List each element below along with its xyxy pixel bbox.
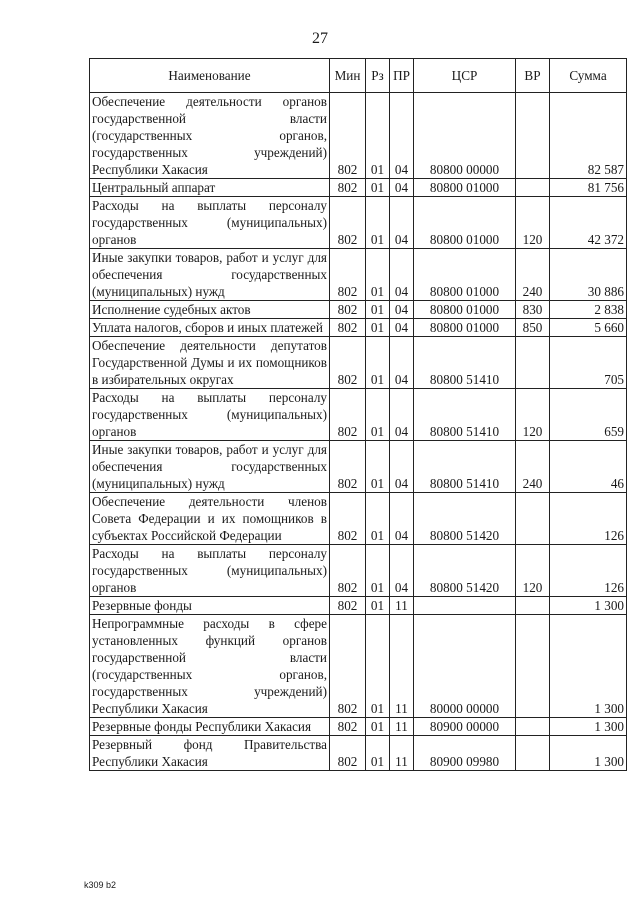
cell-rz: 01 <box>366 545 390 597</box>
table-row <box>90 337 627 389</box>
cell-sum: 5 660 <box>550 319 627 337</box>
cell-pr: 04 <box>390 441 414 493</box>
cell-min: 802 <box>330 197 366 249</box>
cell-vr <box>516 615 550 718</box>
cell-min: 802 <box>330 736 366 771</box>
cell-rz: 01 <box>366 197 390 249</box>
cell-name: Расходы на выплаты персоналу государственных (муниципальных) органов <box>90 197 330 249</box>
cell-rz: 01 <box>366 441 390 493</box>
cell-sum: 1 300 <box>550 615 627 718</box>
cell-min: 802 <box>330 319 366 337</box>
cell-pr: 04 <box>390 389 414 441</box>
cell-vr: 830 <box>516 301 550 319</box>
cell-min: 802 <box>330 93 366 179</box>
cell-min: 802 <box>330 179 366 197</box>
cell-name: Центральный аппарат <box>90 179 330 197</box>
header-rz: Рз <box>366 59 390 93</box>
table-row <box>90 615 627 718</box>
cell-sum: 82 587 <box>550 93 627 179</box>
cell-sum: 42 372 <box>550 197 627 249</box>
cell-csr: 80000 00000 <box>414 615 516 718</box>
table-row <box>90 197 627 249</box>
cell-min: 802 <box>330 249 366 301</box>
cell-csr: 80900 09980 <box>414 736 516 771</box>
cell-rz: 01 <box>366 718 390 736</box>
cell-sum: 1 300 <box>550 597 627 615</box>
cell-vr <box>516 597 550 615</box>
cell-sum: 126 <box>550 545 627 597</box>
cell-vr: 120 <box>516 197 550 249</box>
table-row <box>90 545 627 597</box>
cell-csr: 80800 51410 <box>414 337 516 389</box>
cell-pr: 04 <box>390 179 414 197</box>
cell-vr: 120 <box>516 545 550 597</box>
cell-csr: 80800 00000 <box>414 93 516 179</box>
cell-name: Обеспечение деятельности органов государственной власти (государственных органов, государственных учреждений) Республики Хакасия <box>90 93 330 179</box>
cell-min: 802 <box>330 615 366 718</box>
cell-name: Расходы на выплаты персоналу государственных (муниципальных) органов <box>90 545 330 597</box>
cell-vr <box>516 718 550 736</box>
cell-name: Исполнение судебных актов <box>90 301 330 319</box>
cell-name: Непрограммные расходы в сфере установленных функций органов государственной власти (государственных органов, государственных учреждений) Республики Хакасия <box>90 615 330 718</box>
cell-min: 802 <box>330 718 366 736</box>
cell-name: Резервный фонд Правительства Республики Хакасия <box>90 736 330 771</box>
table-row <box>90 493 627 545</box>
cell-sum: 1 300 <box>550 736 627 771</box>
cell-csr: 80800 51420 <box>414 545 516 597</box>
cell-vr <box>516 337 550 389</box>
cell-pr: 04 <box>390 249 414 301</box>
cell-rz: 01 <box>366 389 390 441</box>
cell-csr: 80800 01000 <box>414 179 516 197</box>
cell-name: Иные закупки товаров, работ и услуг для обеспечения государственных (муниципальных) нужд <box>90 249 330 301</box>
cell-vr <box>516 93 550 179</box>
cell-rz: 01 <box>366 736 390 771</box>
cell-name: Расходы на выплаты персоналу государственных (муниципальных) органов <box>90 389 330 441</box>
cell-sum: 659 <box>550 389 627 441</box>
cell-rz: 01 <box>366 179 390 197</box>
cell-min: 802 <box>330 493 366 545</box>
footer-code: k309 b2 <box>84 880 117 890</box>
cell-sum: 2 838 <box>550 301 627 319</box>
cell-pr: 04 <box>390 545 414 597</box>
cell-sum: 705 <box>550 337 627 389</box>
cell-min: 802 <box>330 597 366 615</box>
cell-csr: 80800 51420 <box>414 493 516 545</box>
table-row <box>90 441 627 493</box>
cell-rz: 01 <box>366 319 390 337</box>
table-row <box>90 301 627 319</box>
cell-rz: 01 <box>366 597 390 615</box>
table-row <box>90 249 627 301</box>
cell-pr: 04 <box>390 301 414 319</box>
cell-rz: 01 <box>366 337 390 389</box>
cell-sum: 81 756 <box>550 179 627 197</box>
cell-rz: 01 <box>366 249 390 301</box>
cell-pr: 04 <box>390 93 414 179</box>
cell-pr: 11 <box>390 615 414 718</box>
table-row <box>90 718 627 736</box>
cell-sum: 30 886 <box>550 249 627 301</box>
cell-rz: 01 <box>366 615 390 718</box>
cell-sum: 1 300 <box>550 718 627 736</box>
table-row <box>90 319 627 337</box>
cell-pr: 04 <box>390 319 414 337</box>
cell-pr: 04 <box>390 493 414 545</box>
cell-vr: 240 <box>516 441 550 493</box>
cell-name: Резервные фонды <box>90 597 330 615</box>
cell-pr: 11 <box>390 597 414 615</box>
cell-min: 802 <box>330 301 366 319</box>
cell-min: 802 <box>330 389 366 441</box>
cell-csr: 80800 01000 <box>414 249 516 301</box>
cell-csr: 80800 01000 <box>414 301 516 319</box>
cell-pr: 11 <box>390 718 414 736</box>
cell-csr: 80800 51410 <box>414 389 516 441</box>
cell-csr: 80800 01000 <box>414 197 516 249</box>
cell-pr: 11 <box>390 736 414 771</box>
cell-sum: 126 <box>550 493 627 545</box>
cell-csr <box>414 597 516 615</box>
cell-pr: 04 <box>390 197 414 249</box>
cell-vr <box>516 736 550 771</box>
cell-pr: 04 <box>390 337 414 389</box>
cell-min: 802 <box>330 441 366 493</box>
cell-name: Иные закупки товаров, работ и услуг для обеспечения государственных (муниципальных) нужд <box>90 441 330 493</box>
header-csr: ЦСР <box>414 59 516 93</box>
cell-vr: 120 <box>516 389 550 441</box>
cell-vr <box>516 493 550 545</box>
header-name: Наименование <box>90 59 330 93</box>
header-vr: ВР <box>516 59 550 93</box>
cell-min: 802 <box>330 337 366 389</box>
table-header-row <box>90 59 627 93</box>
budget-table <box>89 58 627 771</box>
cell-vr <box>516 179 550 197</box>
cell-name: Обеспечение деятельности членов Совета Федерации и их помощников в субъектах Российской Федерации <box>90 493 330 545</box>
cell-name: Уплата налогов, сборов и иных платежей <box>90 319 330 337</box>
table-row <box>90 389 627 441</box>
cell-csr: 80900 00000 <box>414 718 516 736</box>
table-row <box>90 736 627 771</box>
cell-vr: 850 <box>516 319 550 337</box>
cell-csr: 80800 01000 <box>414 319 516 337</box>
header-sum: Сумма <box>550 59 627 93</box>
cell-vr: 240 <box>516 249 550 301</box>
cell-name: Обеспечение деятельности депутатов Государственной Думы и их помощников в избирательных округах <box>90 337 330 389</box>
cell-name: Резервные фонды Республики Хакасия <box>90 718 330 736</box>
header-min: Мин <box>330 59 366 93</box>
table-row <box>90 93 627 179</box>
cell-rz: 01 <box>366 301 390 319</box>
cell-rz: 01 <box>366 493 390 545</box>
table-row <box>90 597 627 615</box>
cell-rz: 01 <box>366 93 390 179</box>
cell-csr: 80800 51410 <box>414 441 516 493</box>
header-pr: ПР <box>390 59 414 93</box>
cell-sum: 46 <box>550 441 627 493</box>
page-number: 27 <box>312 30 328 47</box>
cell-min: 802 <box>330 545 366 597</box>
table-row <box>90 179 627 197</box>
